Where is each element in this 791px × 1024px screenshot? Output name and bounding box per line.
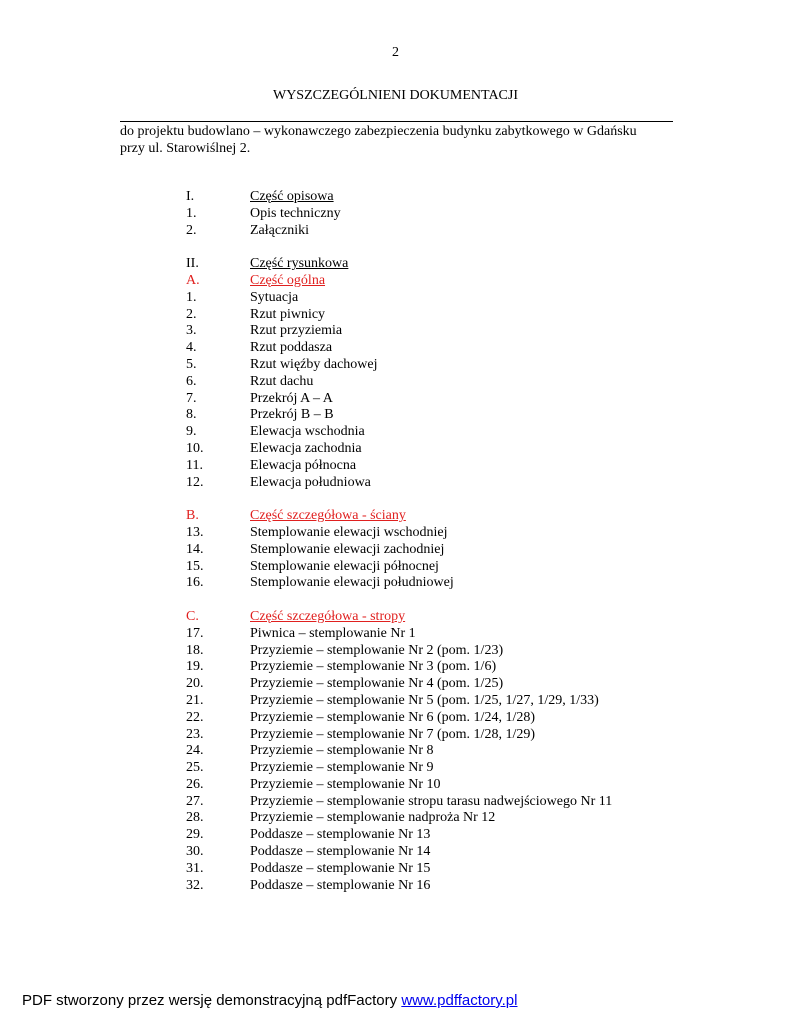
section-title: Część opisowa <box>250 189 334 204</box>
item-number: 29. <box>186 827 204 843</box>
document-title: WYSZCZEGÓLNIENI DOKUMENTACJI <box>272 88 518 103</box>
list-item <box>186 810 612 827</box>
list-item <box>186 643 612 660</box>
list-item <box>186 743 612 760</box>
item-number: 1. <box>186 289 197 305</box>
item-text: Poddasze – stemplowanie Nr 15 <box>250 860 431 876</box>
item-number: 9. <box>186 424 197 440</box>
page-number: 2 <box>392 45 399 60</box>
item-text: Elewacja północna <box>250 457 357 473</box>
section-title: Część szczegółowa - ściany <box>250 508 406 524</box>
section-number: I. <box>186 189 195 204</box>
section-heading <box>186 256 612 273</box>
item-text: Elewacja zachodnia <box>250 440 362 456</box>
section-number: C. <box>186 608 199 624</box>
section-heading <box>186 508 612 525</box>
list-item <box>186 559 612 576</box>
item-number: 3. <box>186 323 197 339</box>
item-number: 23. <box>186 726 204 742</box>
section-heading <box>186 609 612 626</box>
list-item <box>186 206 612 223</box>
intro-line-1: do projektu budowlano – wykonawczego zabezpieczenia budynku zabytkowego w Gdańsku <box>120 124 637 139</box>
item-number: 14. <box>186 541 204 557</box>
item-number: 28. <box>186 810 204 826</box>
list-item <box>186 676 612 693</box>
item-text: Elewacja wschodnia <box>250 424 365 440</box>
item-number: 1. <box>186 205 197 221</box>
item-number: 12. <box>186 474 204 490</box>
list-item <box>186 542 612 559</box>
item-text: Elewacja południowa <box>250 474 371 490</box>
section-title: Część szczegółowa - stropy <box>250 608 406 624</box>
item-text: Przyziemie – stemplowanie stropu tarasu nadwejściowego Nr 11 <box>250 793 613 809</box>
item-number: 26. <box>186 776 204 792</box>
list-item <box>186 861 612 878</box>
item-number: 22. <box>186 709 204 725</box>
list-item <box>186 626 612 643</box>
list-item <box>186 760 612 777</box>
item-text: Rzut piwnicy <box>250 306 326 322</box>
item-text: Załączniki <box>250 222 310 238</box>
item-text: Stemplowanie elewacji południowej <box>250 575 454 591</box>
section-heading <box>186 273 612 290</box>
item-number: 4. <box>186 340 197 356</box>
item-text: Piwnica – stemplowanie Nr 1 <box>250 625 416 641</box>
item-text: Przyziemie – stemplowanie Nr 6 (pom. 1/24, 1/28) <box>250 709 535 725</box>
item-text: Stemplowanie elewacji północnej <box>250 558 439 574</box>
item-number: 5. <box>186 356 197 372</box>
item-text: Sytuacja <box>250 289 299 305</box>
item-number: 17. <box>186 625 204 641</box>
item-number: 30. <box>186 844 204 860</box>
section-title: Część rysunkowa <box>250 256 349 272</box>
item-number: 32. <box>186 877 204 893</box>
list-item <box>186 727 612 744</box>
list-item <box>186 659 612 676</box>
item-text: Przekrój B – B <box>250 407 334 423</box>
table-of-contents <box>186 189 612 894</box>
item-text: Przyziemie – stemplowanie Nr 3 (pom. 1/6) <box>250 659 497 675</box>
section-spacer <box>186 491 612 508</box>
list-item <box>186 693 612 710</box>
section-number: B. <box>186 508 199 524</box>
list-item <box>186 525 612 542</box>
list-item <box>186 374 612 391</box>
list-item <box>186 777 612 794</box>
item-number: 31. <box>186 860 204 876</box>
item-text: Przyziemie – stemplowanie Nr 4 (pom. 1/25) <box>250 676 504 692</box>
item-number: 7. <box>186 390 197 406</box>
item-text: Opis techniczny <box>250 205 341 221</box>
item-number: 21. <box>186 692 204 708</box>
item-text: Przyziemie – stemplowanie Nr 5 (pom. 1/25, 1/27, 1/29, 1/33) <box>250 692 599 708</box>
pdf-watermark-footer <box>22 992 517 1009</box>
item-text: Przyziemie – stemplowanie Nr 8 <box>250 743 434 759</box>
intro-line-2: przy ul. Starowiślnej 2. <box>120 141 251 156</box>
list-item <box>186 794 612 811</box>
section-spacer <box>186 592 612 609</box>
section-spacer <box>186 239 612 256</box>
item-number: 6. <box>186 373 197 389</box>
item-text: Poddasze – stemplowanie Nr 14 <box>250 844 431 860</box>
section-number: A. <box>186 272 200 288</box>
list-item <box>186 290 612 307</box>
list-item <box>186 878 612 895</box>
list-item <box>186 407 612 424</box>
pdffactory-link[interactable]: www.pdffactory.pl <box>401 992 518 1009</box>
item-number: 25. <box>186 760 204 776</box>
item-text: Stemplowanie elewacji zachodniej <box>250 541 445 557</box>
item-number: 11. <box>186 457 203 473</box>
item-number: 10. <box>186 440 204 456</box>
item-number: 19. <box>186 659 204 675</box>
item-text: Poddasze – stemplowanie Nr 13 <box>250 827 431 843</box>
item-number: 15. <box>186 558 204 574</box>
list-item <box>186 475 612 492</box>
item-number: 8. <box>186 407 197 423</box>
item-number: 27. <box>186 793 204 809</box>
item-number: 13. <box>186 524 204 540</box>
item-number: 2. <box>186 222 197 238</box>
item-text: Rzut poddasza <box>250 340 333 356</box>
item-number: 2. <box>186 306 197 322</box>
item-text: Przyziemie – stemplowanie Nr 9 <box>250 760 434 776</box>
item-text: Rzut dachu <box>250 373 314 389</box>
item-number: 20. <box>186 676 204 692</box>
list-item <box>186 307 612 324</box>
list-item <box>186 441 612 458</box>
title-divider <box>120 121 673 122</box>
item-text: Przyziemie – stemplowanie Nr 10 <box>250 776 441 792</box>
footer-text: PDF stworzony przez wersję demonstracyjną pdfFactory <box>22 992 402 1009</box>
section-number: II. <box>186 256 199 272</box>
list-item <box>186 844 612 861</box>
list-item <box>186 458 612 475</box>
item-number: 16. <box>186 575 204 591</box>
item-text: Stemplowanie elewacji wschodniej <box>250 524 448 540</box>
list-item <box>186 323 612 340</box>
list-item <box>186 223 612 240</box>
list-item <box>186 575 612 592</box>
item-text: Rzut więźby dachowej <box>250 356 378 372</box>
list-item <box>186 357 612 374</box>
item-text: Rzut przyziemia <box>250 323 343 339</box>
section-title: Część ogólna <box>250 272 326 288</box>
list-item <box>186 424 612 441</box>
item-number: 18. <box>186 642 204 658</box>
intro-paragraph <box>120 123 673 157</box>
item-text: Przyziemie – stemplowanie Nr 2 (pom. 1/23) <box>250 642 504 658</box>
item-text: Przyziemie – stemplowanie Nr 7 (pom. 1/28, 1/29) <box>250 726 535 742</box>
section-heading <box>186 189 612 206</box>
item-text: Przyziemie – stemplowanie nadproża Nr 12 <box>250 810 496 826</box>
list-item <box>186 710 612 727</box>
item-text: Przekrój A – A <box>250 390 333 406</box>
item-number: 24. <box>186 743 204 759</box>
list-item <box>186 340 612 357</box>
list-item <box>186 391 612 408</box>
item-text: Poddasze – stemplowanie Nr 16 <box>250 877 431 893</box>
list-item <box>186 827 612 844</box>
